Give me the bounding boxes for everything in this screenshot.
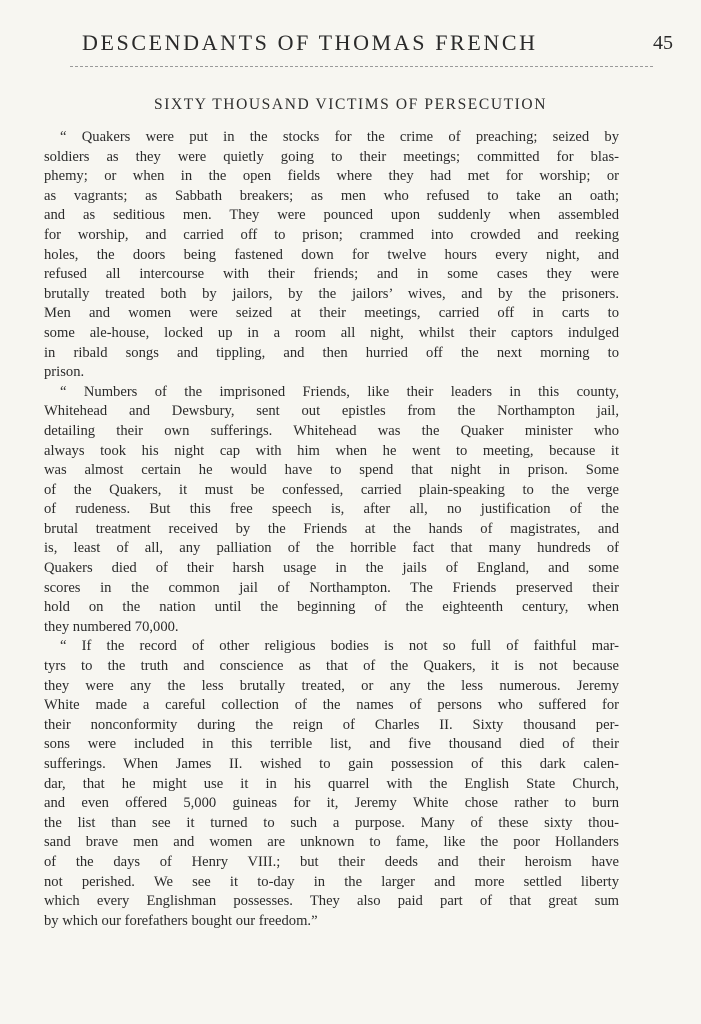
running-title: DESCENDANTS OF THOMAS FRENCH	[82, 30, 538, 55]
text-line: soldiers as they were quietly going to their meetings; committed for blas-	[44, 148, 619, 165]
text-line: in ribald songs and tippling, and then hurried off the next morning to	[44, 344, 619, 361]
paragraph	[44, 637, 619, 931]
text-line: brutal treatment received by the Friends at the hands of magistrates, and	[44, 520, 619, 537]
text-line: some ale-house, locked up in a room all night, whilst their captors indulged	[44, 324, 619, 341]
text-line: for worship, and carried off to prison; crammed into crowded and reeking	[44, 226, 619, 243]
text-line: not perished. We see it to-day in the larger and more settled liberty	[44, 873, 619, 890]
text-line: detailing their own sufferings. Whitehead was the Quaker minister who	[44, 422, 619, 439]
text-line: hold on the nation until the beginning of the eighteenth century, when	[44, 599, 619, 616]
text-line: sons were included in this terrible list, and five thousand died of their	[44, 736, 619, 753]
text-line: the list than see it turned to such a purpose. Many of these sixty thou-	[44, 814, 619, 831]
text-line: holes, the doors being fastened down for twelve hours every night, and	[44, 246, 619, 263]
text-line: “ If the record of other religious bodies is not so full of faithful mar-	[60, 638, 619, 655]
text-line: of the Quakers, it must be confessed, carried plain-speaking to the verge	[44, 481, 619, 498]
page-number: 45	[653, 32, 673, 54]
text-line: and as seditious men. They were pounced upon suddenly when assembled	[44, 207, 619, 224]
text-line: is, least of all, any palliation of the horrible fact that many hundreds of	[44, 540, 619, 557]
text-line: which every Englishman possesses. They also paid part of that great sum	[44, 893, 619, 910]
text-line: sand brave men and women are unknown to fame, like the poor Hollanders	[44, 834, 619, 851]
paragraph	[44, 383, 619, 638]
text-line: as vagrants; as Sabbath breakers; as men who refused to take an oath;	[44, 187, 619, 204]
text-line: refused all intercourse with their friends; and in some cases they were	[44, 266, 619, 283]
text-line: prison.	[44, 364, 85, 381]
text-line: they were any the less brutally treated, or any the less numerous. Jeremy	[44, 677, 619, 694]
text-line: was almost certain he would have to spend that night in prison. Some	[44, 462, 619, 479]
text-line: sufferings. When James II. wished to gain possession of this dark calen-	[44, 756, 619, 772]
text-line: and even offered 5,000 guineas for it, Jeremy White chose rather to burn	[44, 795, 619, 812]
text-line: dar, that he might use it in his quarrel with the English State Church,	[44, 775, 619, 792]
header-rule	[70, 66, 653, 67]
text-line: “ Quakers were put in the stocks for the crime of preaching; seized by	[60, 129, 619, 145]
text-line: brutally treated both by jailors, by the jailors’ wives, and by the prisoners.	[44, 285, 619, 302]
text-line: by which our forefathers bought our freedom.”	[44, 912, 318, 929]
text-line: “ Numbers of the imprisoned Friends, like their leaders in this county,	[60, 383, 619, 400]
text-line: Quakers died of their harsh usage in the jails of England, and some	[44, 560, 619, 577]
text-line: tyrs to the truth and conscience as that of the Quakers, it is not because	[44, 658, 619, 675]
section-heading: SIXTY THOUSAND VICTIMS OF PERSECUTION	[153, 96, 548, 113]
text-line: White made a careful collection of the names of persons who suffered for	[44, 697, 619, 714]
text-line: their nonconformity during the reign of Charles II. Sixty thousand per-	[44, 716, 619, 733]
text-line: phemy; or when in the open fields where they had met for worship; or	[44, 168, 619, 185]
text-line: they numbered 70,000.	[44, 618, 179, 635]
running-head	[70, 30, 673, 60]
text-line: always took his night cap with him when he went to meeting, because it	[44, 442, 619, 459]
text-line: of the days of Henry VIII.; but their deeds and their heroism have	[44, 853, 619, 870]
text-line: of rudeness. But this free speech is, after all, no justification of the	[44, 501, 619, 518]
body-text	[44, 128, 619, 931]
paragraph	[44, 128, 619, 383]
text-line: Whitehead and Dewsbury, sent out epistles from the Northampton jail,	[44, 403, 619, 420]
text-line: scores in the common jail of Northampton. The Friends preserved their	[44, 579, 619, 596]
text-line: Men and women were seized at their meetings, carried off in carts to	[44, 305, 619, 322]
